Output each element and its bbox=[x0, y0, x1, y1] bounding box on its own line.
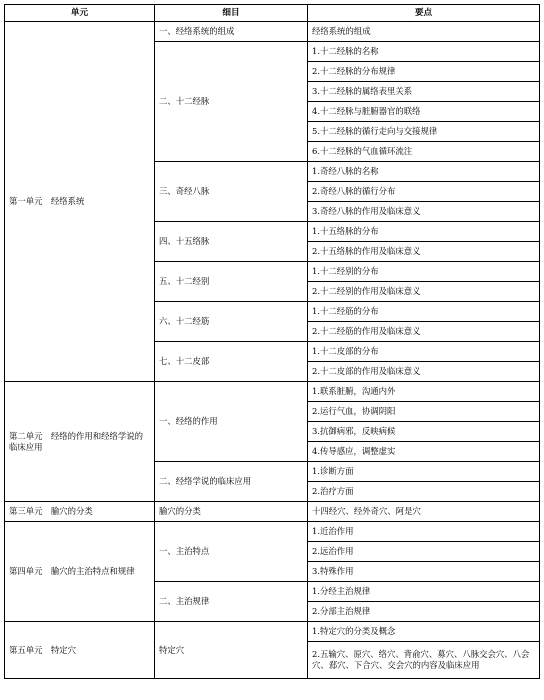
point-cell: 十四经穴、经外奇穴、阿是穴 bbox=[308, 502, 540, 522]
table-row bbox=[5, 382, 540, 402]
point-cell: 2.治疗方面 bbox=[308, 482, 540, 502]
point-cell: 2.十二皮部的作用及临床意义 bbox=[308, 362, 540, 382]
point-cell: 3.特殊作用 bbox=[308, 562, 540, 582]
point-cell: 1.十二经脉的名称 bbox=[308, 42, 540, 62]
table-row bbox=[5, 22, 540, 42]
point-cell: 1.特定穴的分类及概念 bbox=[308, 622, 540, 642]
unit-cell: 第二单元 经络的作用和经络学说的临床应用 bbox=[5, 382, 155, 502]
header-item: 细目 bbox=[155, 5, 308, 22]
point-cell: 6.十二经脉的气血循环流注 bbox=[308, 142, 540, 162]
point-cell: 2.运行气血，协调阴阳 bbox=[308, 402, 540, 422]
syllabus-table bbox=[4, 4, 540, 679]
item-cell: 二、经络学说的临床应用 bbox=[155, 462, 308, 502]
point-cell: 1.奇经八脉的名称 bbox=[308, 162, 540, 182]
item-cell: 一、经络系统的组成 bbox=[155, 22, 308, 42]
point-cell: 1.十二经筋的分布 bbox=[308, 302, 540, 322]
point-cell: 1.十五络脉的分布 bbox=[308, 222, 540, 242]
header-row bbox=[5, 5, 540, 22]
item-cell: 四、十五络脉 bbox=[155, 222, 308, 262]
point-cell: 4.传导感应，调整虚实 bbox=[308, 442, 540, 462]
item-cell: 一、经络的作用 bbox=[155, 382, 308, 462]
header-unit: 单元 bbox=[5, 5, 155, 22]
item-cell: 五、十二经别 bbox=[155, 262, 308, 302]
item-cell: 六、十二经筋 bbox=[155, 302, 308, 342]
unit-cell: 第三单元 腧穴的分类 bbox=[5, 502, 155, 522]
table-row bbox=[5, 622, 540, 642]
point-cell: 1.近治作用 bbox=[308, 522, 540, 542]
point-cell: 2.五输穴、原穴、络穴、背俞穴、募穴、八脉交会穴、八会穴、郄穴、下合穴、交会穴的内容及临床应用 bbox=[308, 642, 540, 679]
point-cell: 2.远治作用 bbox=[308, 542, 540, 562]
table-row bbox=[5, 502, 540, 522]
unit-cell: 第一单元 经络系统 bbox=[5, 22, 155, 382]
item-cell: 特定穴 bbox=[155, 622, 308, 679]
point-cell: 4.十二经脉与脏腑器官的联络 bbox=[308, 102, 540, 122]
item-cell: 腧穴的分类 bbox=[155, 502, 308, 522]
item-cell: 二、十二经脉 bbox=[155, 42, 308, 162]
point-cell: 1.联系脏腑，沟通内外 bbox=[308, 382, 540, 402]
item-cell: 二、主治规律 bbox=[155, 582, 308, 622]
point-cell: 2.分部主治规律 bbox=[308, 602, 540, 622]
point-cell: 经络系统的组成 bbox=[308, 22, 540, 42]
point-cell: 3.抗御病邪，反映病候 bbox=[308, 422, 540, 442]
point-cell: 3.奇经八脉的作用及临床意义 bbox=[308, 202, 540, 222]
point-cell: 3.十二经脉的属络表里关系 bbox=[308, 82, 540, 102]
point-cell: 2.十二经脉的分布规律 bbox=[308, 62, 540, 82]
unit-cell: 第五单元 特定穴 bbox=[5, 622, 155, 679]
unit-cell: 第四单元 腧穴的主治特点和规律 bbox=[5, 522, 155, 622]
point-cell: 2.奇经八脉的循行分布 bbox=[308, 182, 540, 202]
point-cell: 1.十二经别的分布 bbox=[308, 262, 540, 282]
point-cell: 2.十二经筋的作用及临床意义 bbox=[308, 322, 540, 342]
point-cell: 1.诊断方面 bbox=[308, 462, 540, 482]
table-body bbox=[5, 22, 540, 679]
point-cell: 5.十二经脉的循行走向与交接规律 bbox=[308, 122, 540, 142]
point-cell: 1.十二皮部的分布 bbox=[308, 342, 540, 362]
point-cell: 1.分经主治规律 bbox=[308, 582, 540, 602]
table-row bbox=[5, 522, 540, 542]
point-cell: 2.十五络脉的作用及临床意义 bbox=[308, 242, 540, 262]
item-cell: 七、十二皮部 bbox=[155, 342, 308, 382]
point-cell: 2.十二经别的作用及临床意义 bbox=[308, 282, 540, 302]
header-point: 要点 bbox=[308, 5, 540, 22]
item-cell: 一、主治特点 bbox=[155, 522, 308, 582]
item-cell: 三、奇经八脉 bbox=[155, 162, 308, 222]
